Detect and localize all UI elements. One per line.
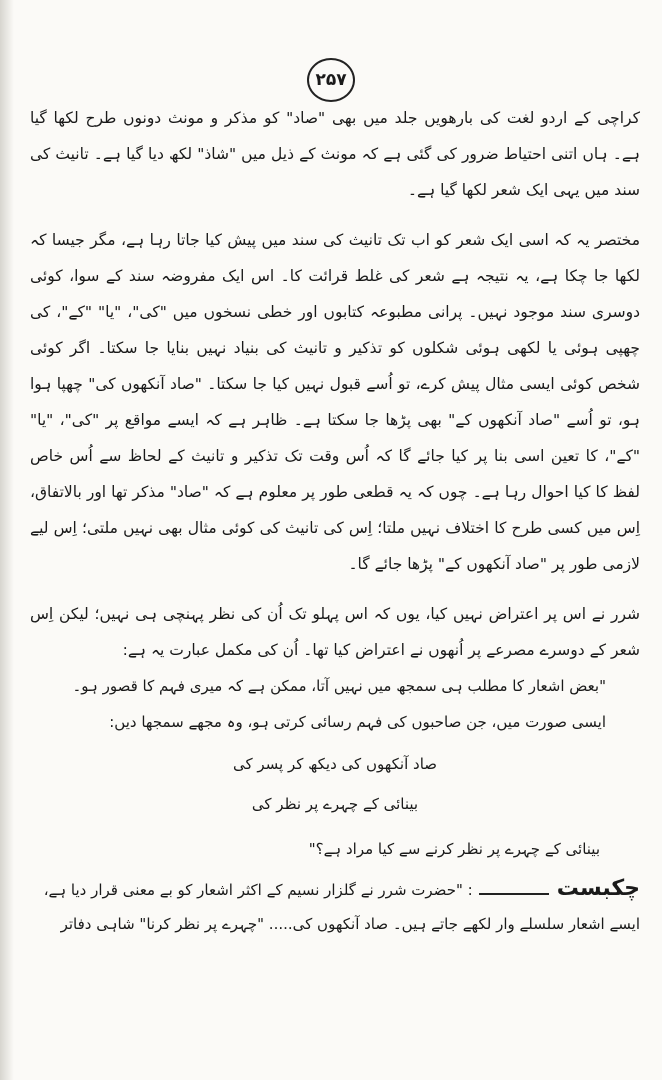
verse-line-2: بینائی کے چہرے پر نظر کی <box>251 795 419 813</box>
couplet <box>30 744 640 824</box>
quotation: "بعض اشعار کا مطلب ہی سمجھ میں نہیں آتا، ممکن ہے کہ میری فہم کا قصور ہو۔ ایسی صورت میں، جن صاحبوں کی فہم رسائی کرتی ہو، وہ مجھے سمجھا دیں: <box>72 677 606 731</box>
page-edge-shadow <box>0 0 14 1080</box>
note-lead: : "حضرت شرر نے گلزار نسیم کے اکثر اشعار کو بے معنی قرار دیا ہے، <box>43 881 473 899</box>
paragraph-summary: مختصر یہ کہ اسی ایک شعر کو اب تک تانیث کی سند میں پیش کیا جاتا رہا ہے، مگر جیسا کہ لکھا جا چکا ہے، یہ نتیجہ ہے شعر کی غلط قرائت کا۔ اس ایک مفروضہ سند کے سوا، کوئی دوسری سند موجود نہیں۔ پرانی مطبوعہ کتابوں اور خطی نسخوں میں "کی"، "یا" "کے"، کی چھپی ہوئی یا لکھی ہوئی شکلوں کو تذکیر و تانیث کی بنیاد نہیں بنایا جا سکتا۔ اگر کوئی شخص کوئی ایسی مثال پیش کرے، تو اُسے قبول نہیں کیا جا سکتا۔ "صاد آنکھوں کی" چھپا ہوا ہو، تو اُسے "صاد آنکھوں کے" بھی پڑھا جا سکتا ہے۔ ظاہر ہے کہ ایسے مواقع پر "کی"، "یا" "کے"، کا تعین اسی بنا پر کیا جائے گا کہ اُس وقت تک تذکیر و تانیث کے لحاظ سے اُس خاص لفظ کا کیا احوال رہا ہے۔ چوں کہ یہ قطعی طور پر معلوم ہے کہ "صاد" مذکر تھا اور بالاتفاق، اِس میں کسی طرح کا اختلاف نہیں ملتا؛ اِس کی تانیث کی کوئی مثال بھی نہیں ملتی؛ اِس لیے لازمی طور پر "صاد آنکھوں کے" پڑھا جائے گا۔ <box>30 231 640 573</box>
chakbast-note <box>30 872 640 907</box>
paragraph-sharar: شرر نے اس پر اعتراض نہیں کیا، یوں کہ اس پہلو تک اُن کی نظر پہنچی ہی نہیں؛ لیکن اِس شعر کے دوسرے مصرعے پر اُنھوں نے اعتراض کیا تھا۔ اُن کی مکمل عبارت یہ ہے: <box>30 605 640 659</box>
dash-rule <box>479 893 549 895</box>
paragraph-lughat: کراچی کے اردو لغت کی بارھویں جلد میں بھی "صاد" کو مذکر و مونث دونوں طرح لکھا گیا ہے۔ ہاں اتنی احتیاط ضرور کی گئی ہے کہ مونث کے ذیل میں "شاذ" لکھ دیا گیا ہے۔ تانیث کی سند میں یہی ایک شعر لکھا گیا ہے۔ <box>30 109 640 199</box>
note-continuation: ایسے اشعار سلسلے وار لکھے جاتے ہیں۔ صاد آنکھوں کی..... "چہرے پر نظر کرنا" شاہی دفاتر <box>60 915 640 933</box>
author-name: چکبست <box>556 876 640 901</box>
page-number: ۲۵۷ <box>307 58 355 102</box>
verse-line-1: صاد آنکھوں کی دیکھ کر پسر کی <box>232 755 438 773</box>
question-line: بینائی کے چہرے پر نظر کرنے سے کیا مراد ہے؟" <box>308 840 600 858</box>
page-body <box>30 100 640 1080</box>
